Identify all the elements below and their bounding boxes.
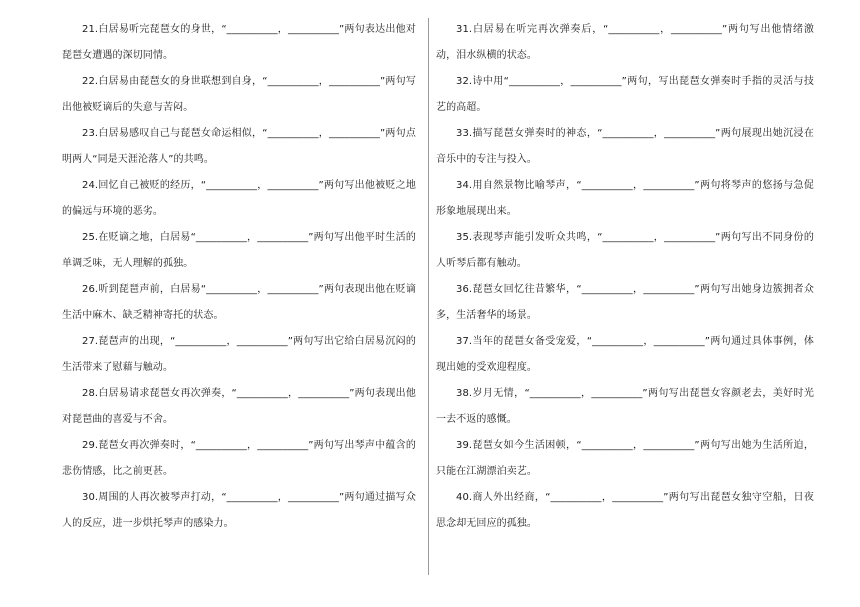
question-23: 23.白居易感叹自己与琵琶女命运相似，“__________，__________”两句点明两人“同是天涯沦落人”的共鸣。 (62, 128, 416, 165)
question-36: 36.琵琶女回忆往昔繁华，“__________，__________”两句写出她身边簇拥者众多，生活奢华的场景。 (436, 284, 814, 321)
left-column (62, 17, 416, 537)
question-38: 38.岁月无情，“__________，__________”两句写出琵琶女容颜老去，美好时光一去不返的感慨。 (436, 388, 814, 425)
question-33: 33.描写琵琶女弹奏时的神态，“__________，__________”两句展现出她沉浸在音乐中的专注与投入。 (436, 128, 814, 165)
question-32: 32.诗中用“__________，__________”两句，写出琵琶女弹奏时手指的灵活与技艺的高超。 (436, 76, 814, 113)
question-24: 24.回忆自己被贬的经历，“__________，__________”两句写出他被贬之地的偏远与环境的恶劣。 (62, 180, 416, 217)
question-34: 34.用自然景物比喻琴声，“__________，__________”两句将琴声的悠扬与急促形象地展现出来。 (436, 180, 814, 217)
question-39: 39.琵琶女如今生活困顿，“__________，__________”两句写出她为生活所迫，只能在江湖漂泊卖艺。 (436, 440, 814, 477)
question-29: 29.琵琶女再次弹奏时，“__________，__________”两句写出琴声中蕴含的悲伤情感，比之前更甚。 (62, 440, 416, 477)
question-25: 25.在贬谪之地，白居易“__________，__________”两句写出他平时生活的单调乏味，无人理解的孤独。 (62, 232, 416, 269)
column-divider (428, 18, 429, 575)
question-40: 40.商人外出经商，“__________，__________”两句写出琵琶女独守空船，日夜思念却无回应的孤独。 (436, 492, 814, 529)
question-28: 28.白居易请求琵琶女再次弹奏，“__________，__________”两句表现出他对琵琶曲的喜爱与不舍。 (62, 388, 416, 425)
question-31: 31.白居易在听完再次弹奏后，“__________，__________”两句写出他情绪激动，泪水纵横的状态。 (436, 24, 814, 61)
question-30: 30.周围的人再次被琴声打动，“__________，__________”两句通过描写众人的反应，进一步烘托琴声的感染力。 (62, 492, 416, 529)
question-37: 37.当年的琵琶女备受宠爱，“__________，__________”两句通过具体事例，体现出她的受欢迎程度。 (436, 336, 814, 373)
question-21: 21.白居易听完琵琶女的身世，“__________，__________”两句表达出他对琵琶女遭遇的深切同情。 (62, 24, 416, 61)
question-27: 27.琵琶声的出现，“__________，__________”两句写出它给白居易沉闷的生活带来了慰藉与触动。 (62, 336, 416, 373)
question-22: 22.白居易由琵琶女的身世联想到自身，“__________，__________”两句写出他被贬谪后的失意与苦闷。 (62, 76, 416, 113)
question-35: 35.表现琴声能引发听众共鸣，“__________，__________”两句写出不同身份的人听琴后都有触动。 (436, 232, 814, 269)
question-26: 26.听到琵琶声前，白居易“__________，__________”两句表现出他在贬谪生活中麻木、缺乏精神寄托的状态。 (62, 284, 416, 321)
right-column (436, 17, 814, 537)
